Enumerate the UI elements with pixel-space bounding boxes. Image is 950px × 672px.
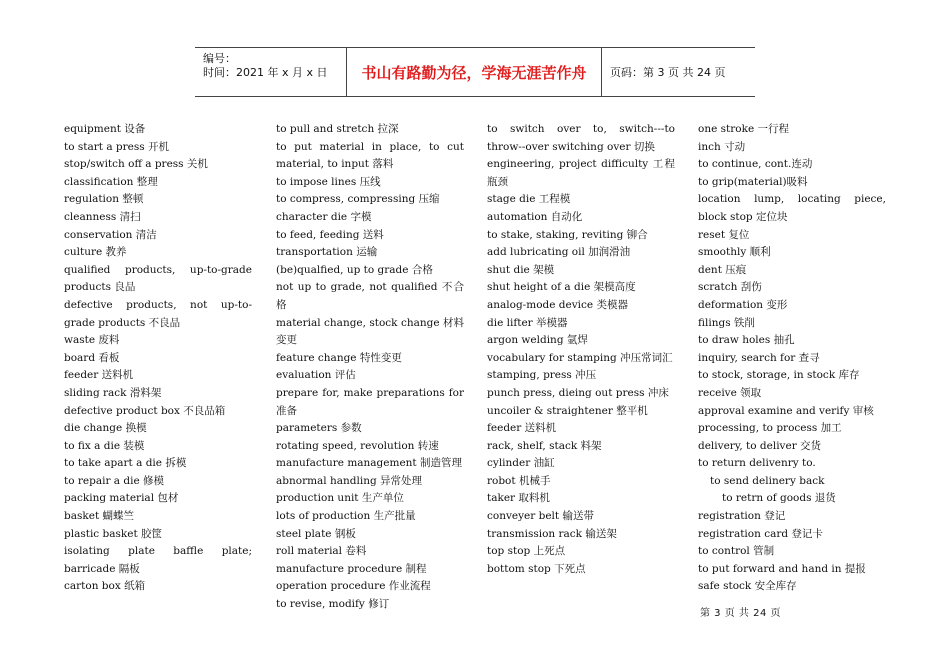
glossary-entry: feeder 送料机 [487,422,557,435]
glossary-entry: to take apart a die 拆模 [64,457,187,470]
glossary-entry: manufacture procedure 制程 [276,562,427,575]
glossary-entry: vocabulary for stamping 冲压常词汇 [487,351,673,364]
glossary-entry: die lifter 举模器 [487,316,568,329]
glossary-entry: automation 自动化 [487,210,583,223]
glossary-entry: transmission rack 输送架 [487,527,617,540]
glossary-entry: argon welding 氩焊 [487,334,588,347]
glossary-entry: deformation 变形 [698,298,788,311]
glossary-entry: packing material 包材 [64,492,179,505]
glossary-entry: board 看板 [64,351,120,364]
glossary-entry: production unit 生产单位 [276,492,404,505]
glossary-entry: feeder 送料机 [64,369,134,382]
glossary-entry: conservation 清洁 [64,228,157,241]
glossary-entry: to revise, modify 修订 [276,598,390,611]
glossary-entry: regulation 整顿 [64,193,144,206]
glossary-entry: sliding rack 滑料架 [64,386,162,399]
glossary-column-4 [698,121,886,596]
glossary-entry: location lump, locating piece, block stop 定位块 [698,193,886,223]
glossary-entry: rack, shelf, stack 料架 [487,439,602,452]
glossary-entry: safe stock 安全库存 [698,580,797,593]
glossary-entry: stop/switch off a press 关机 [64,158,208,171]
glossary-entry: defective products, not up-to-grade products 不良品 [64,298,252,329]
glossary-entry: to impose lines 压线 [276,175,381,188]
glossary-entry: delivery, to deliver 交货 [698,439,822,452]
glossary-entry: to start a press 开机 [64,140,169,153]
glossary-entry: to put forward and hand in 提报 [698,562,866,575]
glossary-entry: basket 蝴蝶竺 [64,510,135,523]
glossary-entry: to send delinery back [710,474,825,487]
glossary-entry: roll material 卷料 [276,545,367,558]
glossary-entry: robot 机械手 [487,474,551,487]
glossary-entry: analog-mode device 类模器 [487,298,628,311]
glossary-entry: inch 寸动 [698,140,746,153]
glossary-entry: classification 整理 [64,175,158,188]
glossary-entry: character die 字模 [276,210,372,223]
glossary-entry: registration card 登记卡 [698,527,823,540]
glossary-column-1 [64,121,252,596]
glossary-entry: smoothly 顺利 [698,246,771,259]
header-motto: 书山有路勤为径，学海无涯苦作舟 [347,48,602,96]
glossary-entry: to grip(material)吸料 [698,175,808,188]
header-page-label: 页码：第 3 页 共 24 页 [610,66,726,79]
glossary-entry: dent 压痕 [698,263,747,276]
glossary-entry: evaluation 评估 [276,369,356,382]
glossary-entry: to put material in place, to cut material, to input 落料 [276,140,464,171]
glossary-entry: stamping, press 冲压 [487,369,597,382]
page-footer: 第 3 页 共 24 页 [700,608,781,619]
glossary-entry: die change 换模 [64,422,147,435]
number-label: 编号： [203,52,236,65]
glossary-entry: equipment 设备 [64,123,146,135]
glossary-entry: filings 铁削 [698,316,755,329]
time-label: 时间：2021 年 x 月 x 日 [203,66,328,79]
glossary-entry: to stock, storage, in stock 库存 [698,369,860,382]
glossary-entry: qualified products, up-to-grade products 良品 [64,263,252,294]
glossary-entry: scratch 刮伤 [698,281,762,294]
glossary-entry: shut die 架模 [487,263,555,276]
glossary-entry: punch press, dieing out press 冲床 [487,386,669,399]
glossary-entry: carton box 纸箱 [64,580,146,593]
glossary-entry: to continue, cont.连动 [698,158,813,171]
glossary-entry: to draw holes 抽孔 [698,334,795,347]
glossary-entry: reset 复位 [698,228,750,241]
glossary-entry: (be)qualfied, up to grade 合格 [276,263,433,276]
glossary-entry: top stop 上死点 [487,545,566,558]
glossary-entry: uncoiler & straightener 整平机 [487,404,648,417]
glossary-entry: bottom stop 下死点 [487,562,586,575]
glossary-entry: registration 登记 [698,510,786,523]
glossary-entry: to repair a die 修模 [64,474,165,487]
glossary-entry: to retrn of goods 退货 [722,492,836,505]
glossary-entry: approval examine and verify 审核 [698,404,874,417]
glossary-column-2 [276,121,464,614]
glossary-entry: parameters 参数 [276,422,362,435]
glossary-entry: culture 教养 [64,246,127,259]
glossary-entry: lots of production 生产批量 [276,510,416,523]
glossary-entry: to feed, feeding 送料 [276,228,384,241]
glossary-entry: defective product box 不良品箱 [64,404,226,417]
glossary-entry: to switch over to, switch---to throw--over switching over 切换 [487,123,675,153]
glossary-entry: stage die 工程模 [487,193,571,206]
header-meta [195,48,347,96]
glossary-entry: to return delivenry to. [698,457,816,470]
glossary-entry: shut height of a die 架模高度 [487,281,636,294]
glossary-entry: transportation 运输 [276,246,378,259]
glossary-entry: feature change 特性变更 [276,351,402,364]
glossary-entry: rotating speed, revolution 转速 [276,439,439,452]
glossary-entry: engineering, project difficulty 工程瓶颈 [487,158,675,188]
glossary-entry: add lubricating oil 加润滑油 [487,246,631,259]
document-header [195,47,755,97]
glossary-entry: one stroke 一行程 [698,123,789,135]
glossary-entry: cleanness 清扫 [64,210,141,223]
glossary-entry: not up to grade, not qualified 不合格 [276,281,464,311]
glossary-entry: processing, to process 加工 [698,422,842,435]
glossary-entry: conveyer belt 输送带 [487,510,594,523]
glossary-entry: to stake, staking, reviting 铆合 [487,228,648,241]
glossary-entry: to control 管制 [698,545,775,558]
glossary-entry: plastic basket 胶筐 [64,527,163,540]
glossary-entry: manufacture management 制造管理 [276,457,462,470]
glossary-entry: operation procedure 作业流程 [276,580,431,593]
glossary-entry: material change, stock change 材料变更 [276,316,464,347]
glossary-entry: waste 废料 [64,334,120,347]
glossary-column-3 [487,121,675,578]
glossary-entry: inquiry, search for 查寻 [698,351,820,364]
glossary-entry: prepare for, make preparations for 准备 [276,386,464,417]
glossary-entry: to pull and stretch 拉深 [276,123,399,135]
glossary-entry: to compress, compressing 压缩 [276,193,440,206]
glossary-entry: abnormal handling 异常处理 [276,474,423,487]
glossary-entry: to fix a die 装模 [64,439,145,452]
glossary-entry: taker 取料机 [487,492,550,505]
glossary-entry: receive 领取 [698,386,762,399]
glossary-entry: isolating plate baffle plate; barricade 隔板 [64,545,252,575]
glossary-entry: steel plate 钢板 [276,527,356,540]
glossary-entry: cylinder 油缸 [487,457,555,470]
